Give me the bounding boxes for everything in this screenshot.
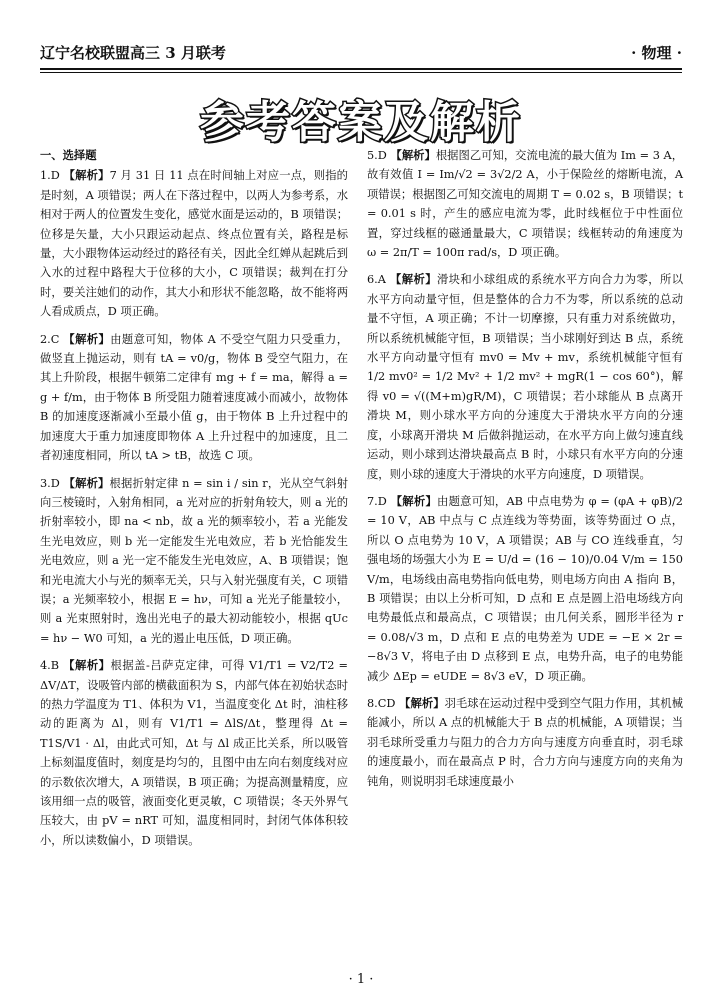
answer-number: 4.B	[40, 659, 60, 673]
analysis-tag: 【解析】	[390, 148, 436, 162]
section-heading: 一、选择题	[40, 148, 97, 162]
answer-number: 2.C	[40, 332, 60, 346]
answer-item-4	[40, 656, 348, 850]
answer-number: 1.D	[40, 169, 60, 183]
answer-item-7	[367, 492, 683, 686]
analysis-tag: 【解析】	[63, 331, 111, 346]
analysis-tag: 【解析】	[399, 695, 445, 710]
analysis-tag: 【解析】	[389, 272, 437, 287]
answer-text: 根据折射定律 n = sin i / sin r，光从空气斜射向三棱镜时，入射角相同，a 光对应的折射角较大，则 a 光的折射率较小，即 na < nb，故 a 光的频率较小，若 a 光能发生光电效应，则 b 光一定能发生光电效应，若 b 光恰能发生光电效应，则 a 光一定不能发生光电效应，A、B 项错误；饱和光电流大小与光的频率无关，只与入射光强度有关，C 项错误；a 光频率较小，根据 E = hν，可知 a 光光子能量较小，则 a 光束照射时，逸出光电子的最大初动能较小，根据 qUc = hν − W0 可知，a 光的遏止电压低，D 项正确。	[40, 476, 348, 645]
analysis-tag: 【解析】	[63, 475, 110, 490]
answer-number: 3.D	[40, 476, 60, 490]
answer-number: 6.A	[367, 273, 386, 287]
answer-item-6	[367, 270, 683, 483]
analysis-tag: 【解析】	[390, 493, 438, 508]
header-subject: · 物理 ·	[631, 44, 682, 62]
answer-text: 由题意可知，物体 A 不受空气阻力只受重力，做竖直上抛运动，则有 tA = v0/g，物体 B 受空气阻力，在其上升阶段，根据牛顿第二定律有 mg + f = ma，解得 a = g + f/m，由于物体 B 所受阻力随着速度减小而减小，故物体 B 的加速度逐渐减小至最小值 g，由于物体 B 上升过程中的加速度大于重力加速度即物体 A 上升过程中的加速度，且二者初速度相同，所以 tA > tB，故选 C 项。	[40, 332, 348, 463]
header-exam-name: 辽宁名校联盟高三 3 月联考	[40, 44, 226, 62]
page-header	[40, 42, 682, 66]
right-column	[367, 146, 683, 799]
answer-text: 由题意可知，AB 中点电势为 φ = (φA + φB)/2 = 10 V，AB 中点与 C 点连线为等势面，该等势面过 O 点，所以 O 点电势为 10 V，A 项错误；AB 与 CO 连线垂直，匀强电场的场强大小为 E = U/d = (16 − 10)/0.04 V/m = 150 V/m，电场线由高电势指向低电势，则电场方向由 A 指向 B，B 项错误；由以上分析可知，D 点和 E 点是圆上沿电场线方向电势最低点和最高点，C 项错误；由几何关系，圆形半径为 r = 0.08/√3 m，D 点和 E 点的电势差为 UDE = −E × 2r = −8√3 V，将电子由 D 点移到 E 点，电势升高，电子的电势能减少 ΔEp = eUDE = 8√3 eV，D 项正确。	[367, 494, 683, 683]
answer-text: 根据图乙可知，交流电流的最大值为 Im = 3 A，故有效值 I = Im/√2 = 3√2/2 A，小于保险丝的熔断电流，A 项错误；根据图乙可知交流电的周期 T = 0.02 s，B 项错误；t = 0.01 s 时，产生的感应电流为零，此时线框位于中性面位置，穿过线框的磁通量最大，C 项错误；线框转动的角速度为 ω = 2π/T = 100π rad/s，D 项正确。	[367, 149, 683, 260]
answer-item-1	[40, 166, 348, 321]
answer-item-2	[40, 330, 348, 466]
page-title: 参考答案及解析	[200, 97, 522, 148]
answer-text: 滑块和小球组成的系统水平方向合力为零，所以水平方向动量守恒，但是整体的合力不为零，所以系统的总动量不守恒，A 项正确；不计一切摩擦，只有重力对系统做功，所以系统机械能守恒，B 项错误；当小球刚好到达 B 点，系统水平方向动量守恒有 mv0 = Mv + mv，系统机械能守恒有 1/2 mv0² = 1/2 Mv² + 1/2 mv² + mgR(1 − cos 60°)，解得 v0 = √((M+m)gR/M)，C 项错误；若小球能从 B 点离开滑块 M，则小球水平方向的分速度大于滑块水平方向的分速度，小球离开滑块 M 后做斜抛运动，在水平方向上做匀速直线运动，则小球到达滑块最高点 B 时，小球只有水平方向的分速度，则小球的速度大于滑块的水平方向速度，D 项错误。	[367, 273, 683, 481]
answer-number: 8.CD	[367, 696, 396, 710]
answer-item-8	[367, 694, 683, 791]
answer-text: 羽毛球在运动过程中受到空气阻力作用，其机械能减小，所以 A 点的机械能大于 B 点的机械能，A 项错误；当羽毛球所受重力与阻力的合力方向与速度方向垂直时，羽毛球的速度最小，而在最高点 P 时，合力方向与速度方向的夹角为钝角，则说明羽毛球速度最小	[367, 696, 683, 788]
analysis-tag: 【解析】	[63, 168, 110, 183]
answer-item-5	[367, 146, 683, 262]
answer-text: 7 月 31 日 11 点在时间轴上对应一点，则指的是时刻，A 项错误；两人在下落过程中，以两人为参考系，水相对于两人的位置发生变化，感觉水面是运动的，B 项错误；位移是矢量，大小只跟运动起点、终点位置有关，路程是标量，大小跟物体运动经过的路径有关，因此全红婵从起跳后到入水的过程中路程大于位移的大小，C 项错误；裁判在打分时，要关注她们的动作，其大小和形状不能忽略，故不能将两人看成质点，D 项正确。	[40, 169, 348, 319]
answer-number: 5.D	[367, 149, 387, 162]
page-number: · 1 ·	[348, 972, 374, 987]
left-column	[40, 146, 348, 858]
analysis-tag: 【解析】	[63, 658, 111, 673]
header-rule	[40, 68, 682, 73]
answer-item-3	[40, 474, 348, 649]
title-banner	[0, 86, 722, 146]
answer-text: 根据盖-吕萨克定律，可得 V1/T1 = V2/T2 = ΔV/ΔT，设吸管内部的横截面积为 S，内部气体在初始状态时的热力学温度为 T1、体积为 V1，当温度变化 Δt 时，油柱移动的距离为 Δl，则有 V1/T1 = ΔlS/Δt，整理得 Δt = T1S/V1 · Δl，由此式可知，Δt 与 Δl 成正比关系，所以吸管上标刻温度值时，刻度是均匀的，且图中由左向右刻度线对应的示数依次增大，A 项错误，B 项正确；为提高测量精度，应该用细一点的吸管，液面变化更灵敏，C 项错误；冬天外界气压较大，由 pV = nRT 可知，温度相同时，封闭气体体积较小，所以读数偏小，D 项错误。	[40, 659, 348, 847]
answer-number: 7.D	[367, 494, 387, 508]
